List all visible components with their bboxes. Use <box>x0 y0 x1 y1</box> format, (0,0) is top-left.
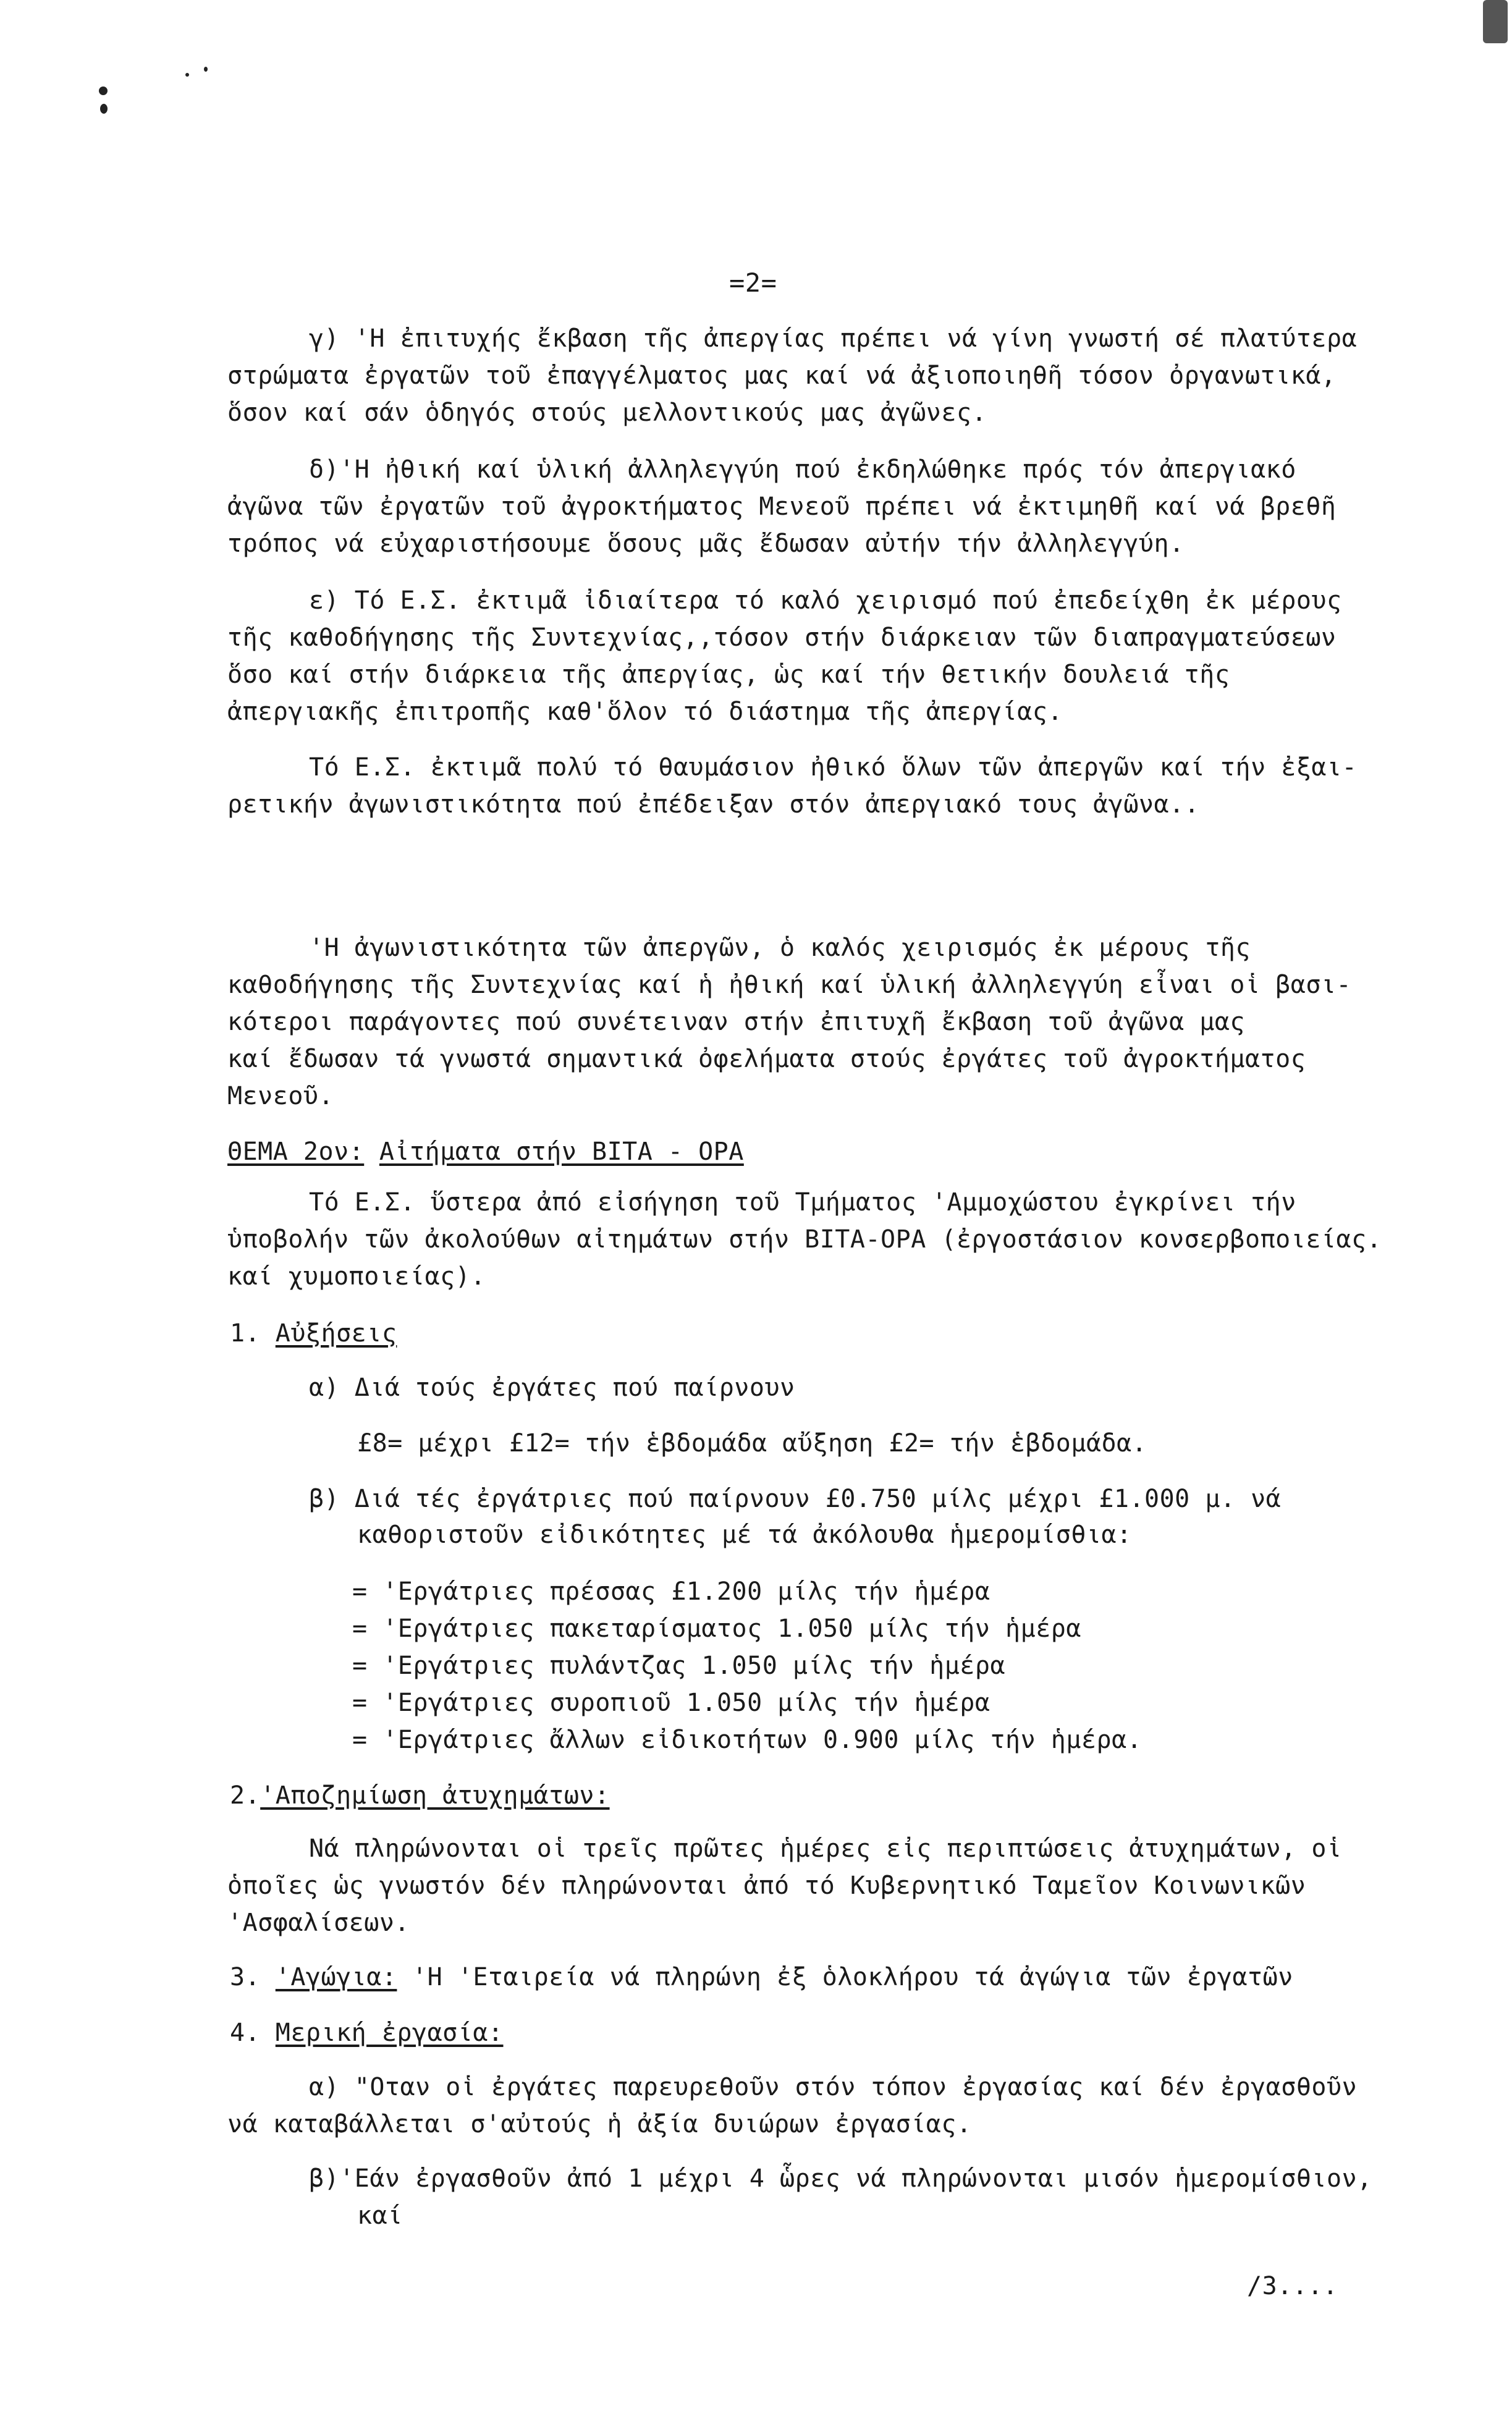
item-2-title: 'Αποζημίωση ἀτυχημάτων: <box>260 1781 610 1810</box>
theme-label: ΘΕΜΑ 2ον: <box>227 1138 365 1166</box>
wage-row: = 'Εργάτριες ἄλλων εἰδικοτήτων 0.900 μίλς τήν ἡμέρα. <box>352 1726 1142 1754</box>
theme-intro-line-2: ὑποβολήν τῶν ἀκολούθων αἰτημάτων στήν ΒΙΤΑ-ΟΡΑ (ἐργοστάσιον κονσερβοποιείας. <box>227 1225 1382 1254</box>
theme-title: Αἰτήματα στήν ΒΙΤΑ - ΟΡΑ <box>379 1138 744 1166</box>
paragraph-e-line-4: ἀπεργιακῆς ἐπιτροπῆς καθ'ὅλον τό διάστημα τῆς ἀπεργίας. <box>227 698 1063 726</box>
item-2-heading <box>230 1781 610 1810</box>
wage-row: = 'Εργάτριες συροπιοῦ 1.050 μίλς τήν ἡμέρα <box>352 1689 990 1717</box>
item-1-a-detail: £8= μέχρι £12= τήν ἑβδομάδα αὔξηση £2= τήν ἑβδομάδα. <box>357 1429 1147 1458</box>
item-1-heading <box>230 1319 397 1348</box>
item-4-heading <box>230 2018 504 2048</box>
item-1-b-line-1: β) Διά τές ἐργάτριες πού παίρνουν £0.750 μίλς μέχρι £1.000 μ. νά <box>309 1485 1282 1513</box>
scan-speck <box>1483 0 1508 43</box>
item-4-a-line-1: α) "Οταν οἱ ἐργάτες παρευρεθοῦν στόν τόπον ἐργασίας καί δέν ἐργασθοῦν <box>309 2073 1358 2101</box>
paragraph-f-line-1: Τό Ε.Σ. ἐκτιμᾶ πολύ τό θαυμάσιον ἠθικό ὅλων τῶν ἀπεργῶν καί τήν ἐξαι- <box>309 753 1358 782</box>
paragraph-e-line-3: ὅσο καί στήν διάρκεια τῆς ἀπεργίας, ὡς καί τήν θετικήν δουλειά τῆς <box>227 661 1230 689</box>
theme-heading <box>227 1137 744 1167</box>
paragraph-g-line-2: στρώματα ἐργατῶν τοῦ ἐπαγγέλματος μας καί νά ἀξιοποιηθῆ τόσον ὀργανωτικά, <box>227 361 1337 390</box>
item-4-a-line-2: νά καταβάλλεται σ'αὐτούς ἡ ἀξία δυιώρων ἐργασίας. <box>227 2110 972 2138</box>
item-1-title: Αὐξήσεις <box>275 1319 397 1348</box>
item-4-number: 4. <box>230 2019 261 2047</box>
wage-row: = 'Εργάτριες πακεταρίσματος 1.050 μίλς τήν ἡμέρα <box>352 1614 1081 1643</box>
theme-intro-line-1: Τό Ε.Σ. ὕστερα ἀπό εἰσήγηση τοῦ Τμήματος 'Αμμοχώστου ἐγκρίνει τήν <box>309 1188 1296 1217</box>
paragraph-h-line-1: 'Η ἀγωνιστικότητα τῶν ἀπεργῶν, ὁ καλός χειρισμός ἐκ μέρους τῆς <box>309 934 1251 962</box>
item-2-number: 2. <box>230 1781 261 1810</box>
wage-row: = 'Εργάτριες πυλάντζας 1.050 μίλς τήν ἡμέρα <box>352 1652 1006 1680</box>
paragraph-e-line-1: ε) Τό Ε.Σ. ἐκτιμᾶ ἰδιαίτερα τό καλό χειρισμό πού ἐπεδείχθη ἐκ μέρους <box>309 586 1342 615</box>
scan-speck <box>185 73 189 77</box>
page-number: =2= <box>729 268 777 298</box>
scan-speck <box>99 87 108 95</box>
theme-intro-line-3: καί χυμοποιείας). <box>227 1262 486 1291</box>
item-3-number: 3. <box>230 1963 261 1991</box>
scan-speck <box>100 104 108 114</box>
paragraph-h-line-4: καί ἔδωσαν τά γνωστά σημαντικά ὀφελήματα στούς ἐργάτες τοῦ ἀγροκτήματος <box>227 1045 1306 1073</box>
item-3-title: 'Αγώγια: <box>275 1963 397 1991</box>
paragraph-e-line-2: τῆς καθοδήγησης τῆς Συντεχνίας,,τόσον στήν διάρκειαν τῶν διαπραγματεύσεων <box>227 623 1337 652</box>
item-1-number: 1. <box>230 1319 261 1348</box>
item-4-b-line-1: β)'Εάν ἐργασθοῦν ἀπό 1 μέχρι 4 ὧρες νά πληρώνονται μισόν ἡμερομίσθιον, <box>309 2164 1372 2193</box>
paragraph-g-line-3: ὅσον καί σάν ὁδηγός στούς μελλοντικούς μας ἀγῶνες. <box>227 399 987 427</box>
item-2-line-3: 'Ασφαλίσεων. <box>227 1909 410 1937</box>
paragraph-d-line-2: ἀγῶνα τῶν ἐργατῶν τοῦ ἀγροκτήματος Μενεοῦ πρέπει νά ἐκτιμηθῆ καί νά βρεθῆ <box>227 492 1337 521</box>
paragraph-h-line-3: κότεροι παράγοντες πού συνέτειναν στήν ἐπιτυχῆ ἔκβαση τοῦ ἀγῶνα μας <box>227 1008 1245 1036</box>
paragraph-h-line-5: Μενεοῦ. <box>227 1082 334 1110</box>
item-4-b-line-2: καί <box>357 2201 403 2230</box>
paragraph-h-line-2: καθοδήγησης τῆς Συντεχνίας καί ἡ ἠθική καί ὑλική ἀλληλεγγύη εἶναι οἱ βασι- <box>227 971 1352 999</box>
scan-speck <box>204 67 208 72</box>
paragraph-f-line-2: ρετικήν ἀγωνιστικότητα πού ἐπέδειξαν στόν ἀπεργιακό τους ἀγῶνα.. <box>227 790 1200 819</box>
item-3-row <box>230 1962 1293 1992</box>
item-2-line-1: Νά πληρώνονται οἱ τρεῖς πρῶτες ἡμέρες εἰς περιπτώσεις ἀτυχημάτων, οἱ <box>309 1834 1342 1863</box>
paragraph-g-line-1: γ) 'Η ἐπιτυχής ἔκβαση τῆς ἀπεργίας πρέπει νά γίνη γνωστή σέ πλατύτερα <box>309 324 1358 353</box>
wage-row: = 'Εργάτριες πρέσσας £1.200 μίλς τήν ἡμέρα <box>352 1577 990 1606</box>
item-1-b-line-2: καθοριστοῦν εἰδικότητες μέ τά ἀκόλουθα ἡμερομίσθια: <box>357 1521 1132 1549</box>
item-1-a-line: α) Διά τούς ἐργάτες πού παίρνουν <box>309 1374 795 1402</box>
item-4-title: Μερική ἐργασία: <box>275 2019 504 2047</box>
paragraph-d-line-3: τρόπος νά εὐχαριστήσουμε ὅσους μᾶς ἔδωσαν αὐτήν τήν ἀλληλεγγύη. <box>227 530 1185 558</box>
continuation-marker: /3.... <box>1247 2272 1338 2300</box>
paragraph-d-line-1: δ)'Η ἠθική καί ὑλική ἀλληλεγγύη πού ἐκδηλώθηκε πρός τόν ἀπεργιακό <box>309 455 1296 484</box>
item-2-line-2: ὁποῖες ὡς γνωστόν δέν πληρώνονται ἀπό τό Κυβερνητικό Ταμεῖον Κοινωνικῶν <box>227 1872 1306 1900</box>
item-3-text: 'Η 'Εταιρεία νά πληρώνη ἐξ ὁλοκλήρου τά ἀγώγια τῶν ἐργατῶν <box>412 1963 1293 1991</box>
